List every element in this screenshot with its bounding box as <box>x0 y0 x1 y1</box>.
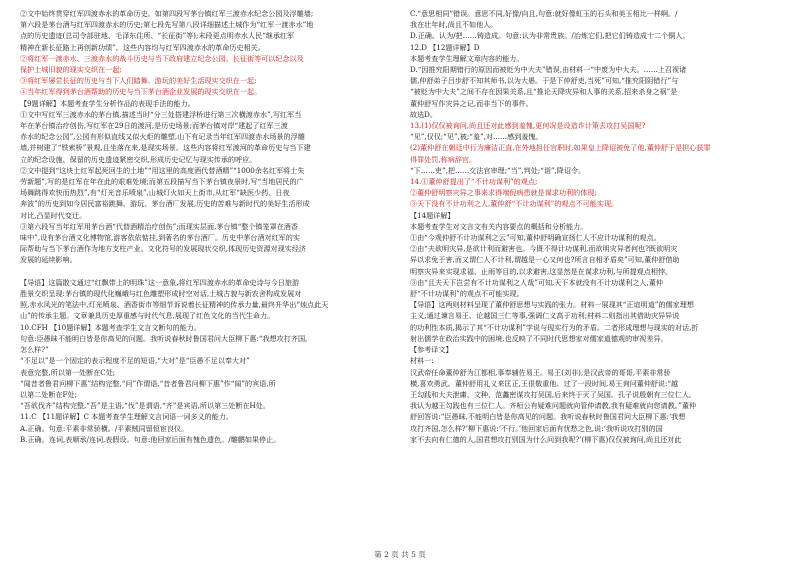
left-text-line: 点的历史遗迹(总司令部驻地、毛泽东住所、“长征街”等);末段更点明赤水人民“继承红军 <box>20 31 295 41</box>
left-text-line: 立的纪念设施、保留的历史遗迹紧密交织,形成历史记忆与现实传承的呼应。 <box>20 154 257 164</box>
right-text-line: 12.D 【12题详解】D <box>410 42 480 52</box>
right-text-line: “见”,仅仅;“见”,被;“羞”,对……感到羞愧。 <box>410 132 543 142</box>
right-text-line: 董仲舒写作灾异之记,而非当下的事件。 <box>410 98 533 108</box>
left-text-line: 保护土城旧貌的现实交织在一起; <box>20 65 122 75</box>
left-text-line: ③将红军屡尝长征的历史与当下人们踏舞、游玩的美好生活现实交织在一起; <box>20 76 257 86</box>
right-text-line: 攻打齐国,怎么样?’柳下惠说:‘不行。’他回家后面有忧愁之色,说:‘我听说攻打别的国 <box>410 423 663 433</box>
right-text-line: ②董仲舒明察灾异之事来求得端倪病患就是谋求功利的体现; <box>410 188 597 198</box>
right-text-line: 13.(1)仅仅被询问,尚且还对此感到羞愧,更何况是设造诈计策去攻打吴国呢? <box>410 121 646 131</box>
right-text-line: 本题考查学生对文言文有关内容要点的概括和分析能力。 <box>410 221 588 231</box>
left-text-line: 以第二处断在F处; <box>20 389 77 399</box>
left-text-line: B.正确。连词,表顺承/连词,表假设。句意:他回家后面有愧色遗色。/雕鹏如果停止。 <box>20 434 281 444</box>
right-text-line: D.“因推究阳期错行的原因而被贬为中大夫”错误,由材料一“中废为中大夫。……上召视诸 <box>410 65 687 75</box>
left-text-line: ②将红军一渡赤水、三渡赤水的战斗历史与当下政府建立纪念公园、长征街等可以纪念以及 <box>20 53 304 63</box>
left-text-line: 10.CFH 【10题详解】本题考查学生文言文断句的能力。 <box>20 322 201 332</box>
left-text-line: 【导语】这篇散文通过“红飘带上的明珠”这一意象,将红军四渡赤水的革命史诗与今日旅游 <box>20 277 300 287</box>
right-text-line: “下……吏”,把……交法官审理;“当”,判处;“诣”,降诏令。 <box>410 165 586 175</box>
left-text-line: 第六段是茅台酒与红军四渡赤水的历史;第七段先写第八段详细描述土城作为“红军一渡赤水”地 <box>20 20 314 30</box>
left-text-line: 照,赤水风光的笔法中,灯光喷泉、酒香街市等细节诉说着长征精神的传承力量,最终升华出“烛点此天 <box>20 300 329 310</box>
left-text-line: 际帮助与当下茅台酒作为地方支柱产业、文化符号的发展现状交织,体现历史资源对现实经济 <box>20 244 307 254</box>
right-text-line: ①由“今观仲舒不计功谋利之云”可知,董仲舒明确宣扬仁人不应计功谋利的观点。 <box>410 233 661 243</box>
left-text-line: 奔波”的历史到如今居民富裕跳舞、游玩、茅台酒厂发展,历史的苦难与新时代的美好生活形成 <box>20 199 310 209</box>
right-text-line: 家不去向有仁德的人,国君想攻打别国为什么问到我呢?’(柳下惠)仅仅被询问,尚且还对此 <box>410 434 682 444</box>
left-text-line: 【9题详解】本题考查学生分析作品的表现手法的能力。 <box>20 98 195 108</box>
right-text-line: (2)董仲舒在朝廷中行为廉洁正直,在外地担任官职时,如果皇上降诏被免了他,董仲舒于是担心获罪 <box>410 143 711 153</box>
right-text-line: 主义,通过谏言易王、论越国三仁等事,强调仁义高于功利;材料二则指出其借助灾异异说 <box>410 311 680 321</box>
right-text-line: 【导语】这两则材料呈现了董仲舒思想与实践的张力。材料一展现其“正谊明道”的儒家理想 <box>410 300 694 310</box>
right-text-line: 【参考译文】 <box>410 345 453 355</box>
right-text-line: 儒,仲舒弟子吕步舒不知其师书,以为大愚。于是下仲舒吏,当死”可知,“推究阳阴错行”与 <box>410 76 679 86</box>
right-text-line: 14.①董仲舒提出了“不计功谋利”的观点; <box>410 177 538 187</box>
left-text-line: ②文中始终贯穿红军四渡赤水的革命历史。如第四段写茅台镇红军三渡赤水纪念公园及浮雕墙; <box>20 9 314 18</box>
right-text-line: 的功利性本质,揭示了其“不计功谋利”学说与现实行为的矛盾。二者形成理想与现实的对话,折 <box>410 322 699 332</box>
left-text-line: 赤水的纪念公园”,公园有形似直线又似火炬的雕塑,山下有记录当年红军四渡赤水场景的浮雕 <box>20 132 305 142</box>
right-column <box>410 8 782 445</box>
left-text-line: “吾欲伐齐”结构完整,“吾”是主语,“伐”是谓语,“齐”是宾语,所以第三处断在H处。 <box>20 401 270 411</box>
left-text-line: “闻昔者鲁君问柳下惠”结构完整,“问”作谓语,“昔者鲁君问柳下惠”作“闻”的宾语,所 <box>20 378 276 388</box>
right-text-line: 【14题详解】 <box>410 210 455 220</box>
left-text-line: ③第六段写当年红军用茅台酒“代替酒精治疗创伤”;而现实层面,茅台镇“整个镇笼罩在酒香 <box>20 221 298 231</box>
left-text-line: 胜景交织呈现:茅台镇的现代化巍峨与红色雕塑形成时空对话,土城古貌与新农舍构成发展对 <box>20 289 302 299</box>
right-text-line: ③天下没有不计功利之人,董仲舒“不计功谋利”的观点不可能实现。 <box>410 199 619 209</box>
left-text-line: ④当年红军得到茅台酒帮助的历史与当下茅台酒企业发展的现实交织在一起。 <box>20 87 262 97</box>
right-text-line: 舒“不计功谋利”的观点不可能实现。 <box>410 289 524 299</box>
right-text-line: 故选D。 <box>410 109 437 119</box>
right-text-line: 异以求免于害,而又谓仁人不计利,谓越是一心又何也?所言自相矛盾矣”可知,董仲舒借助 <box>410 255 680 265</box>
left-text-line: 山”的传承主题。文章兼具历史厚重感与时代气息,展现了红色文化的当代生命力。 <box>20 311 275 321</box>
left-text-line: 场舞跳得欢快而热烈”,有“灯光音乐喷泉”,山城灯火如天上街市,从红军“缺医少药、日夜 <box>20 188 290 198</box>
left-text-line: A.正确。句意:平素非常骄横。/平素贼同留恒宦良仪。 <box>20 423 189 433</box>
right-text-line: 汉武帝任命董仲舒为江都相,事奉辅佐易王。易王(刘非),是汉武帝的哥哥,平素非常骄 <box>410 367 671 377</box>
left-text-line: 味中”,设有茅台酒文化博物馆,游客依依惦挂,到著名的茅台酒厂。历史中茅台酒对红军的实 <box>20 233 300 243</box>
left-text-line: ①文中写红军三渡赤水的茅台镇,描述当时“分三处搭建浮桥进行第三次横渡赤水”,写红军当 <box>20 109 302 119</box>
right-text-line: C.“意思相同”错误。意思不同,好像/向且,句意:就好像虹玉的石头和美玉相比一样啊。/ <box>410 9 678 18</box>
right-text-line: D.正确。认为/把……铸造成。句意:认为非常贵族。/冶炼它们,把它们铸造成十二个铜人。 <box>410 31 690 41</box>
left-text-line: 对比,凸显时代变迁。 <box>20 210 87 220</box>
right-text-line: 材料一: <box>410 356 434 366</box>
right-text-line: “被贬为中大夫”之间不存在因果关系,且“推论天降灾异和人事的关系,招来杀身之祸”是 <box>410 87 678 97</box>
left-text-line: 劳新题”,写的是红军在年在此的艰难处境;而第五段描写当下茅台镇夜景时,写“当地居民的广 <box>20 177 304 187</box>
right-text-line: 横,喜欢勇武。董仲舒用礼义来匡正,王很敬重他。过了一段时间,易王询问董仲舒说:“越 <box>410 378 679 388</box>
right-text-line: 我在壮年时,尚且不如他人。 <box>410 20 498 30</box>
left-text-line: 怎么样?” <box>20 345 49 355</box>
left-text-line: 11.C 【11题详解】C 本题考查学生理解文言词语一词多义的能力。 <box>20 412 234 422</box>
right-text-line: 舒回答说:“臣愚昧,不能明白皆是你高见的问题。我听说春秋时鲁国君问大臣柳下惠:‘我想 <box>410 412 686 422</box>
left-text-line: 句意:臣愚昧不能明白皆是你高见的问题。我听说春秋时鲁国君问大臣柳下惠:“我想攻打齐国, <box>20 333 308 343</box>
left-text-line: “不足以”是一个固定的表示程度不足的短语,“大对”是“臣愚不足以奉大对” <box>20 356 250 366</box>
left-text-line: 表意完整,所以第一处断在C处; <box>20 367 116 377</box>
right-text-line: 射出儒学在政治实践中的困境,也反映了不同时代思想家对儒家道德观的审视差异。 <box>410 333 668 343</box>
left-text-line: ②文中提到“这块土红军起死回生的土地”“用这里的高度酒代替酒精”“1000余名红军将士失 <box>20 165 305 175</box>
page-footer: 第 2 页 共 5 页 <box>374 550 426 559</box>
left-text-line: 年在茅台镇治疗创伤,写红军在29日的渡河,是历史场景;而茅台镇对岸“建起了红军三渡 <box>20 121 288 131</box>
left-text-line: 精神在新长征路上再创新功绩”。这些内容均与红军四渡赤水的革命历史相关。 <box>20 42 265 52</box>
left-column <box>20 8 386 445</box>
right-text-line: 得罪处罚,称病辞官。 <box>410 154 477 164</box>
right-text-line: ③由“且夫天下岂尝有不计功谋利之人哉”可知,天下本就没有不计功谋利之人,董仲 <box>410 277 663 287</box>
right-text-line: 王勾践和大夫泄庸、文种、范蠡密谋攻打吴国,后来终于灭了吴国。孔子说殷朝有三位仁人, <box>410 389 692 399</box>
left-text-line: 墙,并树建了“铁索桥”景观,且坐落在来,是现实场景。这些内容将红军渡河的革命历史与当下建 <box>20 143 311 153</box>
right-text-line: 明察灾异来实现求福、止雨等目的,以求避害,这显然是在谋求功利,与所提观点相悖。 <box>410 266 673 276</box>
right-text-line: 我认为越王勾践也有三位仁人。齐桓公有疑难问题就向管仲请教,我有疑难就向您请教。”董仲 <box>410 401 697 411</box>
left-text-line <box>20 266 386 277</box>
right-text-line: ②由“夫欲明灾异,是欲计利而避害也。今既不得计功谋利,而欲明灾异者何也?既欲明灾 <box>410 244 678 254</box>
left-text-line: 发展的延续影响。 <box>20 255 77 265</box>
right-text-line: 本题考查学生理解文章内容的能力。 <box>410 53 524 63</box>
